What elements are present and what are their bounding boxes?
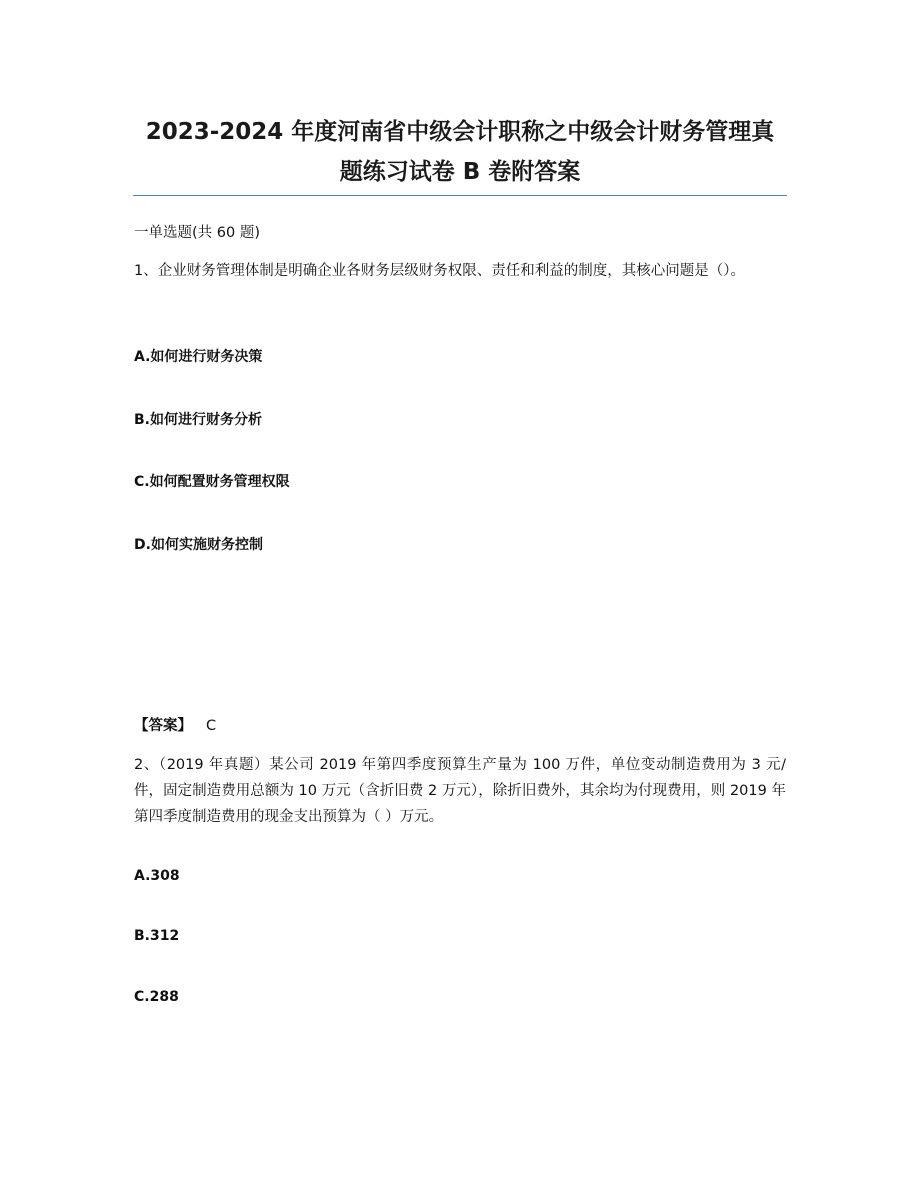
answer-label: 【答案】 — [134, 718, 192, 734]
question-2-option-c: C.288 — [134, 989, 179, 1005]
title-divider — [133, 195, 787, 196]
document-title — [120, 112, 800, 192]
question-2-option-b: B.312 — [134, 928, 180, 944]
question-1-answer — [134, 716, 216, 736]
question-1-option-c: C.如何配置财务管理权限 — [134, 474, 290, 490]
question-1-option-d: D.如何实施财务控制 — [134, 537, 263, 553]
answer-value: C — [206, 718, 217, 734]
title-line-2: 题练习试卷 B 卷附答案 — [339, 159, 581, 185]
question-1-option-a: A.如何进行财务决策 — [134, 349, 263, 365]
question-2-text: 2、（2019 年真题）某公司 2019 年第四季度预算生产量为 100 万件，单位变动制造费用为 3 元/件，固定制造费用总额为 10 万元（含折旧费 2 万元），除折旧费外，其余均为付现费用，则 2019 年第四季度制造费用的现金支出预算为（ ）万元。 — [134, 757, 786, 825]
section-heading: 一单选题(共 60 题) — [134, 225, 260, 241]
question-1-text: 1、企业财务管理体制是明确企业各财务层级财务权限、责任和利益的制度，其核心问题是（）。 — [134, 263, 745, 279]
question-2-option-a: A.308 — [134, 868, 180, 884]
question-1-option-b: B.如何进行财务分析 — [134, 412, 262, 428]
title-line-1: 2023-2024 年度河南省中级会计职称之中级会计财务管理真 — [145, 119, 775, 145]
